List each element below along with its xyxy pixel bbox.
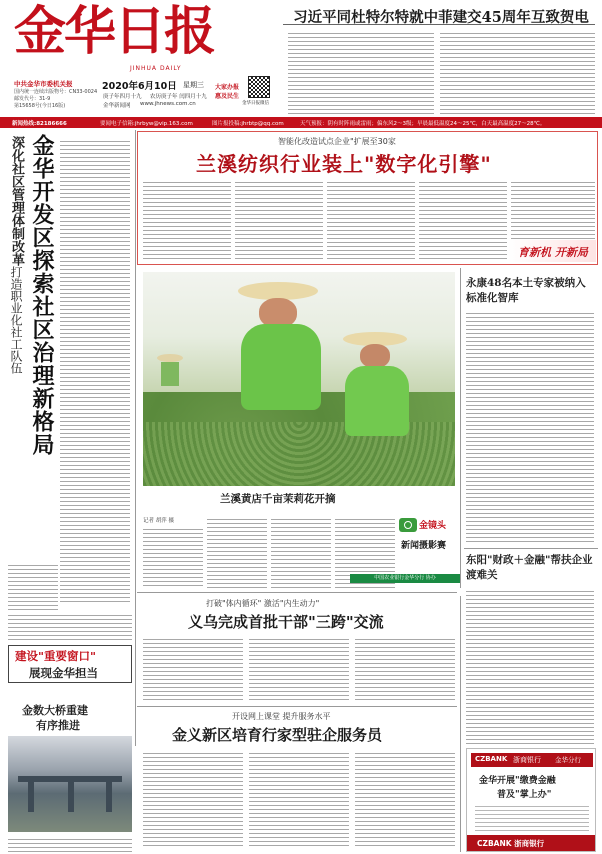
party-label: 中共金华市委机关报 [14,80,73,88]
lunar-date: 庚子年四月十九 [103,94,142,100]
feature-badge-text: 育新机 开新局 [518,246,588,259]
masthead-title: 金华日报 [14,1,215,62]
weekday: 星期三 [183,81,204,89]
lead-photo [143,272,455,486]
bank-ad[interactable] [466,748,596,852]
window-headline: 建设"重要窗口" [15,649,96,663]
dongyang-text [466,588,594,746]
photo-story-text-2 [207,516,267,588]
bridge-subhead[interactable]: 有序推进 [36,719,80,732]
photo-story-text-1 [143,526,203,588]
left-story-text-2 [8,562,58,612]
jinyi-text-3 [355,750,455,846]
promo-line-1: 大家办报 [214,84,239,91]
jinyi-kicker: 开设网上课堂 提升服务水平 [232,712,331,721]
left-bottom-text [8,612,132,642]
bank-bottom-text: CZBANK 浙商银行 [477,839,545,848]
bridge-photo [8,736,132,832]
window-subhead: 展现金华担当 [29,666,98,680]
photo-story-text-3 [271,516,331,588]
yiwu-text-1 [143,636,243,702]
news-hotline: 新闻热线:82186666 [12,120,67,127]
yongkang-text [466,310,594,542]
site-name[interactable]: 金华新闻网 [103,103,131,109]
feature-kicker: 智能化改造试点企业"扩展至30家 [278,137,396,146]
left-kicker-1: 深化社区管理体制改革 [9,136,24,266]
bank-ad-line-2: 普及"掌上办" [497,790,552,800]
photo-credit: 记者 胡萍 摄 [143,518,174,524]
promo-badge [210,82,244,104]
top-story-text [288,30,434,114]
yiwu-text-3 [355,636,455,702]
jinyi-headline[interactable]: 金义新区培育行家型驻企服务员 [172,726,383,744]
contest-logo-1: 金镜头 [419,521,447,531]
feature-text-2 [235,179,323,261]
window-box[interactable] [8,645,132,683]
cn-number: 国内统一连续出版物号：CN33-0024 [14,89,98,95]
photo-caption[interactable]: 兰溪黄店千亩茉莉花开摘 [220,493,336,505]
qr-code[interactable] [248,76,270,98]
bank-branch: 金华分行 [555,756,581,764]
jinyi-text-1 [143,750,243,846]
masthead [0,0,602,116]
qr-label: 金华日报微信 [242,101,269,106]
photo-email: 图片报投稿:jhrbtp@qq.com [212,120,284,127]
lunar-date-2: 农历庚子年 闰四月十九 [150,94,207,100]
postal-code: 邮发代号：31-9 [14,96,51,102]
contest-logo-2: 新闻摄影赛 [401,541,447,551]
masthead-pinyin: JINHUA DAILY [130,65,182,72]
yiwu-kicker: 打破"体内循环" 激活"内生动力" [206,599,320,608]
dongyang-headline[interactable]: 东阳"财政＋金融"帮扶企业渡难关 [466,554,593,581]
left-story-text [60,138,130,602]
bank-logo: CZBANK [475,755,508,763]
left-headline[interactable]: 金华开发区探索社区治理新格局 [29,134,55,456]
bank-ad-text [475,803,589,833]
feature-text-5 [511,179,595,241]
left-kicker-2: 打造职业化社工队伍 [9,266,23,374]
bridge-text [8,836,132,852]
issue-date: 2020年6月10日 [102,81,177,92]
jinyi-text-2 [249,750,349,846]
bank-logo-box [471,753,593,767]
weather-report: 天气预报：阴有时阵雨或雷雨；偏东风2～3级；早晨最低温度24～25℃，白天最高温度27～28℃。 [300,120,546,127]
yongkang-headline[interactable]: 永康48名本土专家被纳入标准化智库 [466,277,586,304]
contest-logo [399,516,455,568]
hotline-bar [0,117,602,128]
top-story-text-2 [440,30,595,114]
camera-icon [399,518,417,532]
bank-bottom-bar [467,835,595,851]
feature-headline: 兰溪纺织行业装上"数字化引擎" [196,152,492,176]
yiwu-text-2 [249,636,349,702]
feature-badge [508,240,596,262]
editor-email: 要闻电子信箱:jhrbyw@vip.163.com [100,120,193,127]
top-headline[interactable]: 习近平同杜特尔特就中菲建交45周年互致贺电 [293,9,589,26]
feature-text-3 [327,179,415,261]
promo-line-2: 惠及民生 [214,93,239,100]
feature-text-4 [419,179,507,261]
feature-box[interactable] [137,131,598,265]
issue-number: 第15658号(今日16版) [14,103,66,109]
bank-ad-line-1: 金华开展"缴费金融 [479,776,556,786]
bridge-headline[interactable]: 金数大桥重建 [22,704,88,717]
feature-text-1 [143,179,231,261]
yiwu-headline[interactable]: 义乌完成首批干部"三跨"交流 [188,613,384,631]
contest-sponsor: 中国农业银行金华分行 协办 [350,574,460,583]
site-url[interactable]: www.jhnews.com.cn [140,101,196,107]
bank-name-cn: 浙商银行 [513,756,541,764]
